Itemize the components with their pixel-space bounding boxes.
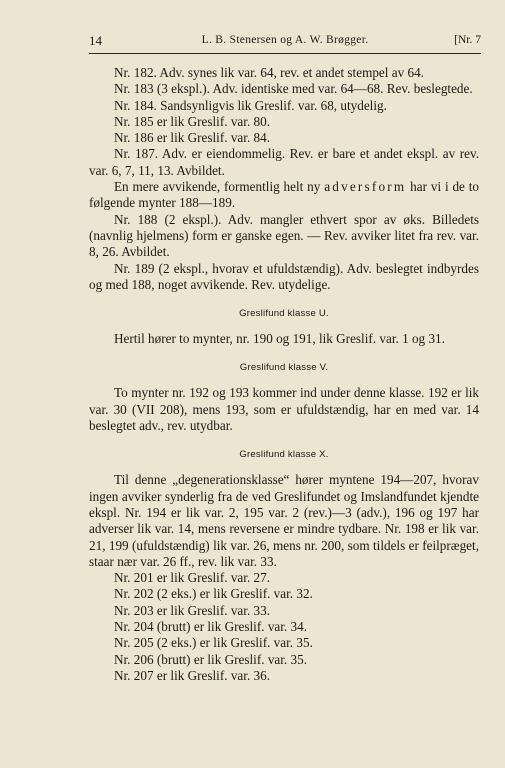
paragraph: Nr. 185 er lik Greslif. var. 80.: [114, 113, 271, 129]
paragraph: Nr. 206 (brutt) er lik Greslif. var. 35.: [114, 651, 308, 667]
paragraph: Nr. 207 er lik Greslif. var. 36.: [114, 667, 271, 683]
paragraph-text: har vi i de to følgende mynter 188—189.: [89, 179, 480, 211]
paragraph: Hertil hører to mynter, nr. 190 og 191, lik Greslif. var. 1 og 31.: [114, 331, 445, 347]
paragraph: Nr. 184. Sandsynligvis lik Greslif. var. 68, utydelig.: [114, 97, 387, 113]
paragraph: Nr. 189 (2 ekspl., hvorav et ufuldstændig). Adv. beslegtet indbyrdes og med 188, noget avvikende. Rev. utydelige.: [89, 260, 479, 292]
paragraph: Nr. 202 (2 eks.) er lik Greslif. var. 32.: [114, 586, 313, 602]
paragraph: Nr. 182. Adv. synes lik var. 64, rev. et andet stempel av 64.: [114, 65, 424, 80]
paragraph: Nr. 188 (2 ekspl.). Adv. mangler ethvert spor av øks. Billedets (navnlig hjelmens) form er ganske egen. — Rev. avviker litet fra rev. var. 8, 26. Avbildet.: [89, 211, 479, 260]
paragraph: To mynter nr. 192 og 193 kommer ind under denne klasse. 192 er lik var. 30 (VII 208), mens 193, som er ufuldstændig, har en med var. 14 beslegtet adv., rev. utydbar.: [89, 385, 479, 434]
page-number: 14: [89, 33, 102, 48]
page-body: [89, 65, 479, 684]
paragraph: Nr. 183 (3 ekspl.). Adv. identiske med var. 64—68. Rev. beslegtede.: [114, 81, 473, 97]
paragraph: Nr. 186 er lik Greslif. var. 84.: [114, 130, 271, 146]
section-heading: Greslifund klasse U.: [239, 308, 329, 320]
section-heading: Greslifund klasse V.: [239, 362, 329, 374]
issue-number: [Nr. 7: [454, 34, 481, 46]
paragraph: Nr. 201 er lik Greslif. var. 27.: [114, 570, 271, 586]
paragraph: Nr. 204 (brutt) er lik Greslif. var. 34.: [114, 619, 308, 635]
paragraph: Til denne „degenerationsklasse“ hører myntene 194—207, hvorav ingen avviker synderlig fra de ved Greslifundet og Imslandfundet kjendte ekspl. Nr. 194 er lik var. 2, 195 var. 2 (rev.)—3 (adv.), 196 og 197 har adverser lik var. 14, mens reversene er mindre tydbare. Nr. 198 er lik var. 21, 199 (ufuldstændig) lik var. 26, mens nr. 200, som tildels er feilpræget, staar nær var. 26 ff., rev. lik var. 33.: [89, 472, 479, 569]
section-heading: Greslifund klasse X.: [239, 449, 329, 461]
running-title: L. B. Stenersen og A. W. Brøgger.: [201, 34, 369, 46]
paragraph: Nr. 187. Adv. er eiendommelig. Rev. er bare et andet ekspl. av rev. var. 6, 7, 11, 13. Avbildet.: [89, 146, 479, 178]
paragraph: Nr. 205 (2 eks.) er lik Greslif. var. 35.: [114, 635, 313, 651]
spaced-emphasis: adversform: [324, 179, 407, 195]
paragraph: Nr. 203 er lik Greslif. var. 33.: [114, 602, 271, 618]
paragraph: [89, 179, 479, 212]
page-header: [89, 33, 481, 54]
paragraph-text: En mere avvikende, formentlig helt ny: [114, 179, 321, 195]
